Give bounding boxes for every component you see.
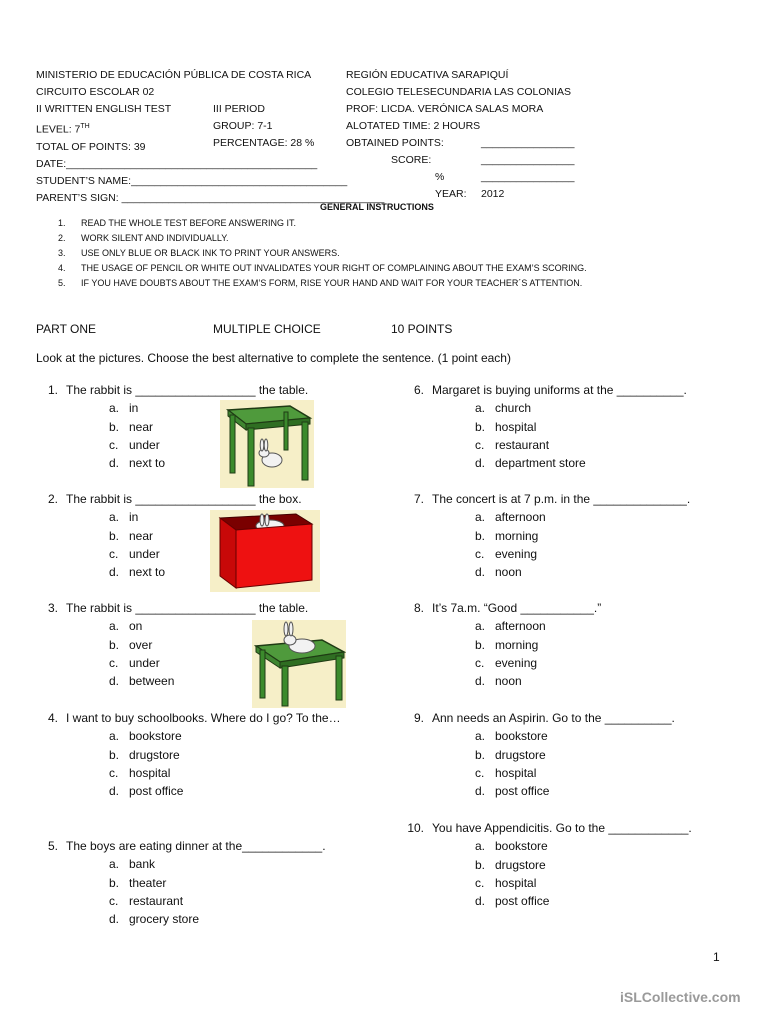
answer-option[interactable]: d. next to xyxy=(109,565,166,580)
answer-option[interactable]: b. theater xyxy=(109,875,167,890)
time-line: ALOTATED TIME: 2 HOURS xyxy=(346,120,481,132)
student-name-field[interactable]: STUDENT’S NAME:_____________________________________ xyxy=(36,174,348,187)
part-instructions: Look at the pictures. Choose the best alternative to complete the sentence. (1 point each) xyxy=(36,351,511,365)
answer-option[interactable]: b. morning xyxy=(475,528,539,543)
header-middle-column xyxy=(213,101,314,152)
part-name: PART ONE xyxy=(36,322,97,336)
answer-option[interactable]: b. near xyxy=(109,528,154,543)
year-value: 2012 xyxy=(481,188,505,200)
percent-label: % xyxy=(435,171,445,183)
answer-option[interactable]: d. post office xyxy=(109,784,184,799)
answer-option[interactable]: c. restaurant xyxy=(475,437,550,452)
obtained-points-blank[interactable]: ________________ xyxy=(481,137,575,149)
answer-option[interactable]: b. near xyxy=(109,419,154,434)
answer-option[interactable]: d. post office xyxy=(475,894,550,909)
answer-option[interactable]: d. noon xyxy=(475,674,522,689)
test-name-line: II WRITTEN ENGLISH TEST xyxy=(36,103,172,115)
instructions-list xyxy=(58,216,587,291)
question-stem: 3. The rabbit is __________________ the table. xyxy=(47,601,309,615)
percentage-line: PERCENTAGE: 28 % xyxy=(213,137,315,149)
answer-option[interactable]: a. bookstore xyxy=(109,729,182,744)
answer-option[interactable]: a. afternoon xyxy=(475,510,546,525)
score-label: SCORE: xyxy=(391,154,432,166)
answer-option[interactable]: d. post office xyxy=(475,784,550,799)
answer-option[interactable]: d. next to xyxy=(109,456,166,471)
part-type: MULTIPLE CHOICE xyxy=(213,322,321,336)
answer-option[interactable]: a. church xyxy=(475,401,532,416)
parent-sign-field[interactable]: PARENT’S SIGN: _____________________________________________ xyxy=(36,191,385,204)
answer-option[interactable]: a. bookstore xyxy=(475,839,548,854)
instruction-item: 1. READ THE WHOLE TEST BEFORE ANSWERING IT. xyxy=(58,218,297,228)
question-9 xyxy=(402,709,675,800)
answer-option[interactable]: c. evening xyxy=(475,546,538,561)
answer-option[interactable]: a. bookstore xyxy=(475,729,548,744)
question-stem: 10. You have Appendicitis. Go to the ____________. xyxy=(407,821,692,835)
rabbit-in-box-image xyxy=(210,510,320,592)
answer-option[interactable]: c. hospital xyxy=(475,765,537,780)
instruction-item: 3. USE ONLY BLUE OR BLACK INK TO PRINT YOUR ANSWERS. xyxy=(58,248,340,258)
answer-option[interactable]: c. hospital xyxy=(475,875,537,890)
answer-option[interactable]: b. over xyxy=(109,637,153,652)
question-7 xyxy=(402,490,690,581)
watermark: iSLCollective.com xyxy=(620,989,741,1005)
answer-option[interactable]: a. in xyxy=(109,510,139,525)
answer-option[interactable]: a. afternoon xyxy=(475,619,546,634)
obtained-points-label: OBTAINED POINTS: xyxy=(346,137,444,149)
question-10 xyxy=(402,819,692,910)
answer-option[interactable]: b. drugstore xyxy=(475,857,546,872)
rabbit-under-table-image xyxy=(220,400,314,488)
answer-option[interactable]: c. evening xyxy=(475,655,538,670)
rabbit-on-table-image xyxy=(252,620,346,708)
answer-option[interactable]: c. hospital xyxy=(109,765,171,780)
question-8 xyxy=(402,599,601,690)
blank-column xyxy=(481,135,574,203)
answer-option[interactable]: c. under xyxy=(109,437,160,452)
part-points: 10 POINTS xyxy=(391,322,453,336)
answer-option[interactable]: b. drugstore xyxy=(475,747,546,762)
percent-blank[interactable]: ________________ xyxy=(481,171,575,183)
answer-option[interactable]: d. department store xyxy=(475,456,586,471)
date-field[interactable]: DATE:___________________________________________ xyxy=(36,157,318,170)
total-points-line: TOTAL OF POINTS: 39 xyxy=(36,140,146,153)
question-stem: 5. The boys are eating dinner at the____________. xyxy=(47,839,326,853)
question-stem: 4. I want to buy schoolbooks. Where do I go? To the… xyxy=(47,711,341,725)
answer-option[interactable]: c. under xyxy=(109,546,160,561)
question-stem: 8. It’s 7a.m. “Good ___________.” xyxy=(413,601,602,615)
answer-option[interactable]: d. noon xyxy=(475,565,522,580)
question-stem: 1. The rabbit is __________________ the table. xyxy=(47,383,309,397)
question-4 xyxy=(36,709,366,800)
period-line: III PERIOD xyxy=(213,103,265,115)
region-line: REGIÓN EDUCATIVA SARAPIQUÍ xyxy=(346,69,509,81)
instruction-item: 5. IF YOU HAVE DOUBTS ABOUT THE EXAM’S FORM, RISE YOUR HAND AND WAIT FOR YOUR TEACHER´S ATTENTION. xyxy=(58,278,583,288)
question-stem: 2. The rabbit is __________________ the box. xyxy=(47,492,302,506)
group-line: GROUP: 7-1 xyxy=(213,120,273,132)
score-blank[interactable]: ________________ xyxy=(481,154,575,166)
question-5 xyxy=(36,837,326,928)
answer-option[interactable]: c. restaurant xyxy=(109,893,184,908)
instructions-title: GENERAL INSTRUCTIONS xyxy=(320,202,434,212)
answer-option[interactable]: b. hospital xyxy=(475,419,537,434)
level-line: LEVEL: 7TH xyxy=(36,123,90,136)
question-stem: 6. Margaret is buying uniforms at the __________. xyxy=(413,383,687,397)
question-6 xyxy=(402,381,687,472)
answer-option[interactable]: b. drugstore xyxy=(109,747,180,762)
answer-option[interactable]: a. on xyxy=(109,619,143,634)
question-stem: 7. The concert is at 7 p.m. in the ______________. xyxy=(413,492,691,506)
page-number: 1 xyxy=(713,950,720,964)
instruction-item: 2. WORK SILENT AND INDIVIDUALLY. xyxy=(58,233,229,243)
header-left-column xyxy=(36,67,384,207)
answer-option[interactable]: c. under xyxy=(109,655,160,670)
instruction-item: 4. THE USAGE OF PENCIL OR WHITE OUT INVALIDATES YOUR RIGHT OF COMPLAINING ABOUT THE EXAM’S SCORING. xyxy=(58,263,587,273)
answer-option[interactable]: a. in xyxy=(109,401,139,416)
teacher-line: PROF: LICDA. VERÓNICA SALAS MORA xyxy=(346,103,544,115)
answer-option[interactable]: d. between xyxy=(109,674,175,689)
year-label: YEAR: xyxy=(435,188,467,200)
answer-option[interactable]: b. morning xyxy=(475,637,539,652)
ministry-line: MINISTERIO DE EDUCACIÓN PÚBLICA DE COSTA RICA xyxy=(36,69,312,81)
question-stem: 9. Ann needs an Aspirin. Go to the __________. xyxy=(413,711,675,725)
school-line: COLEGIO TELESECUNDARIA LAS COLONIAS xyxy=(346,86,572,98)
circuit-line: CIRCUITO ESCOLAR 02 xyxy=(36,86,155,98)
answer-option[interactable]: a. bank xyxy=(109,857,156,872)
answer-option[interactable]: d. grocery store xyxy=(109,912,200,927)
